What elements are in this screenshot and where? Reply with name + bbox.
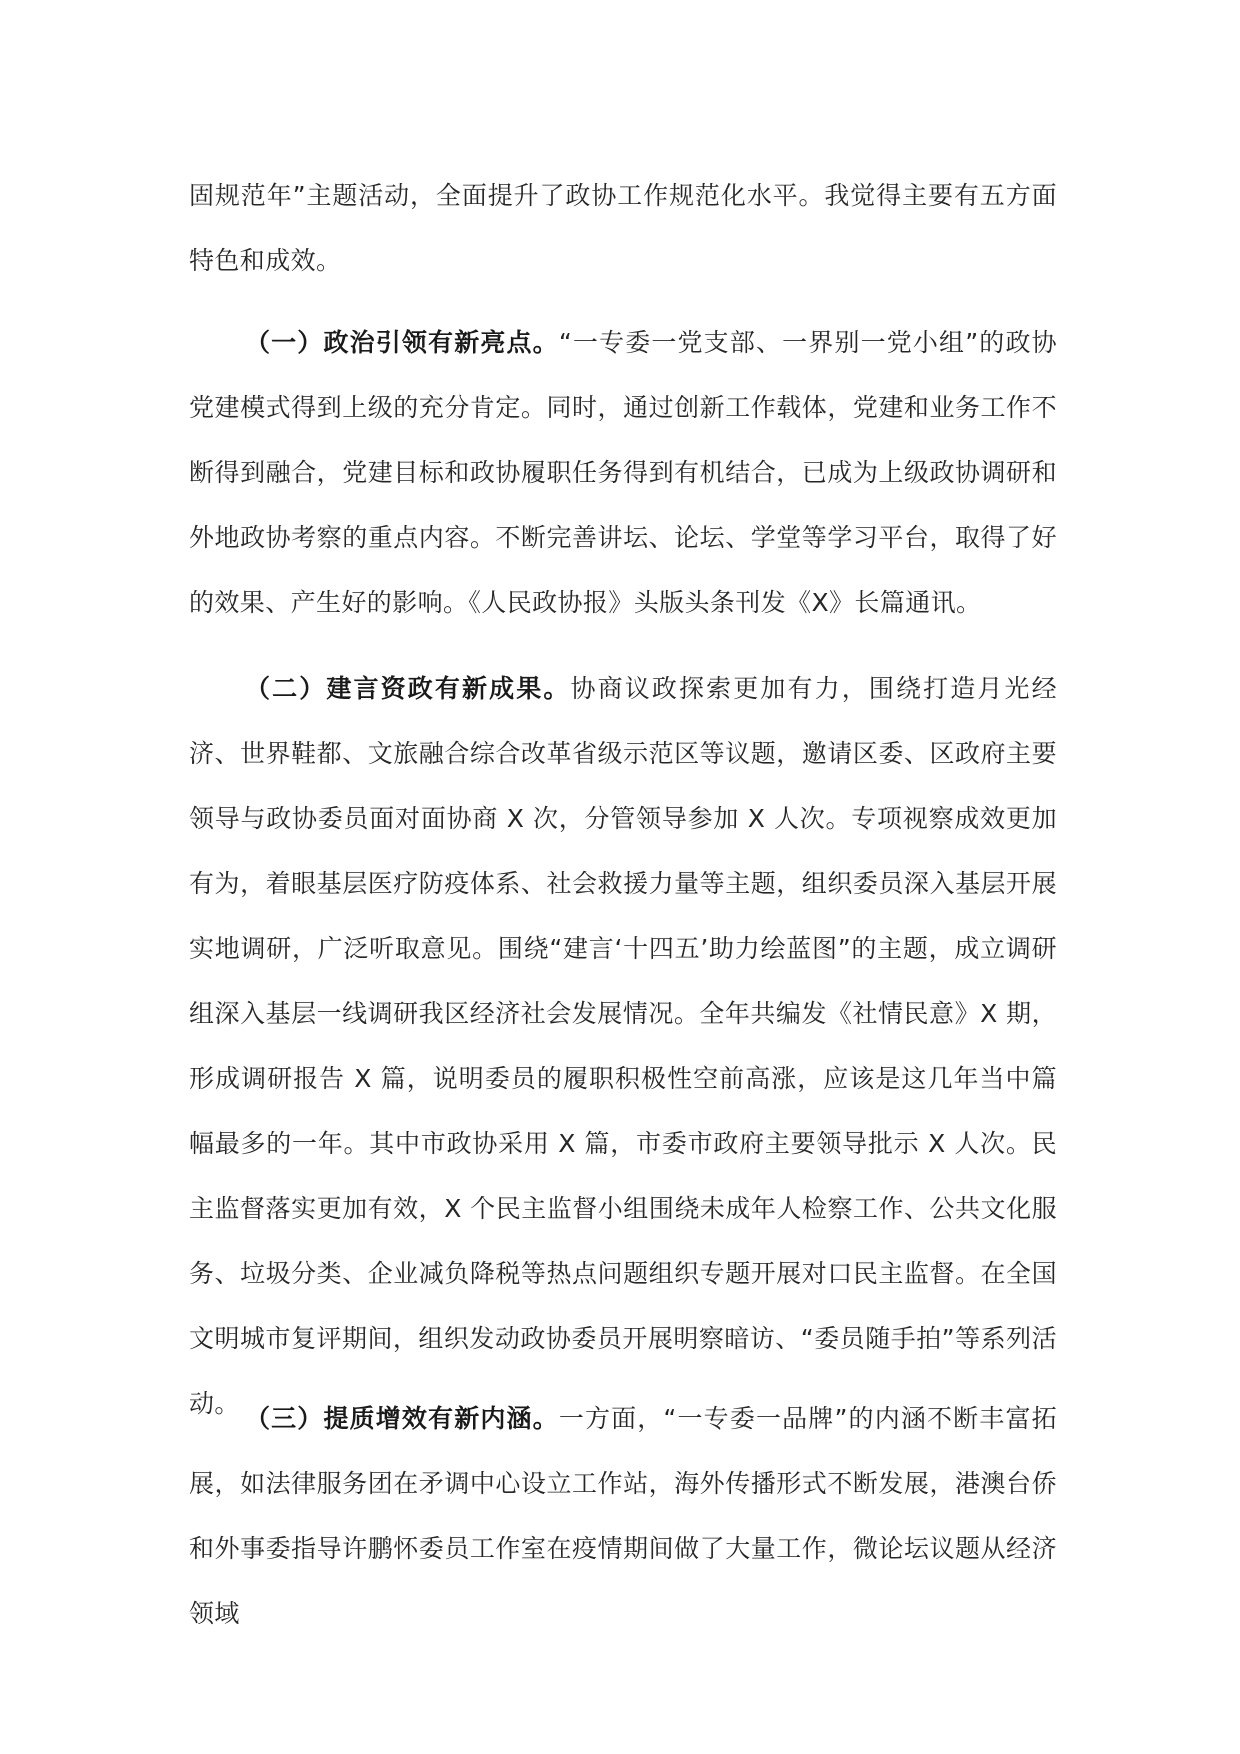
- paragraph-text: 固规范年”主题活动，全面提升了政协工作规范化水平。我觉得主要有五方面特色和成效。: [189, 181, 1057, 275]
- section-paragraph: [189, 310, 1057, 635]
- section-heading: （一）政治引领有新亮点。: [245, 328, 559, 357]
- section-paragraph: [189, 656, 1057, 1436]
- section-paragraph: [189, 1386, 1057, 1646]
- section-body: 一方面，“一专委一品牌”的内涵不断丰富拓展，如法律服务团在矛调中心设立工作站，海外传播形式不断发展，港澳台侨和外事委指导许鹏怀委员工作室在疫情期间做了大量工作，微论坛议题从经济领域: [189, 1404, 1058, 1628]
- section-political-leadership: [189, 310, 1057, 635]
- section-heading: （三）提质增效有新内涵。: [245, 1404, 559, 1433]
- section-body: “一专委一党支部、一界别一党小组”的政协党建模式得到上级的充分肯定。同时，通过创新工作载体，党建和业务工作不断得到融合，党建目标和政协履职任务得到有机结合，已成为上级政协调研和外地政协考察的重点内容。不断完善讲坛、论坛、学堂等学习平台，取得了好的效果、产生好的影响。《人民政协报》头版头条刊发《X》长篇通讯。: [189, 328, 1058, 617]
- section-quality-efficiency: [189, 1386, 1057, 1646]
- section-advisory-results: [189, 656, 1057, 1436]
- section-body: 协商议政探索更加有力，围绕打造月光经济、世界鞋都、文旅融合综合改革省级示范区等议题，邀请区委、区政府主要领导与政协委员面对面协商 X 次，分管领导参加 X 人次。专项视察成效更加有为，着眼基层医疗防疫体系、社会救援力量等主题，组织委员深入基层开展实地调研，广泛听取意见。围绕“建言‘十四五’助力绘蓝图”的主题，成立调研组深入基层一线调研我区经济社会发展情况。全年共编发《社情民意》X 期，形成调研报告 X 篇，说明委员的履职积极性空前高涨，应该是这几年当中篇幅最多的一年。其中市政协采用 X 篇，市委市政府主要领导批示 X 人次。民主监督落实更加有效，X 个民主监督小组围绕未成年人检察工作、公共文化服务、垃圾分类、企业减负降税等热点问题组织专题开展对口民主监督。在全国文明城市复评期间，组织发动政协委员开展明察暗访、“委员随手拍”等系列活动。: [189, 674, 1057, 1418]
- section-heading: （二）建言资政有新成果。: [245, 674, 571, 703]
- continued-paragraph: [189, 163, 1057, 293]
